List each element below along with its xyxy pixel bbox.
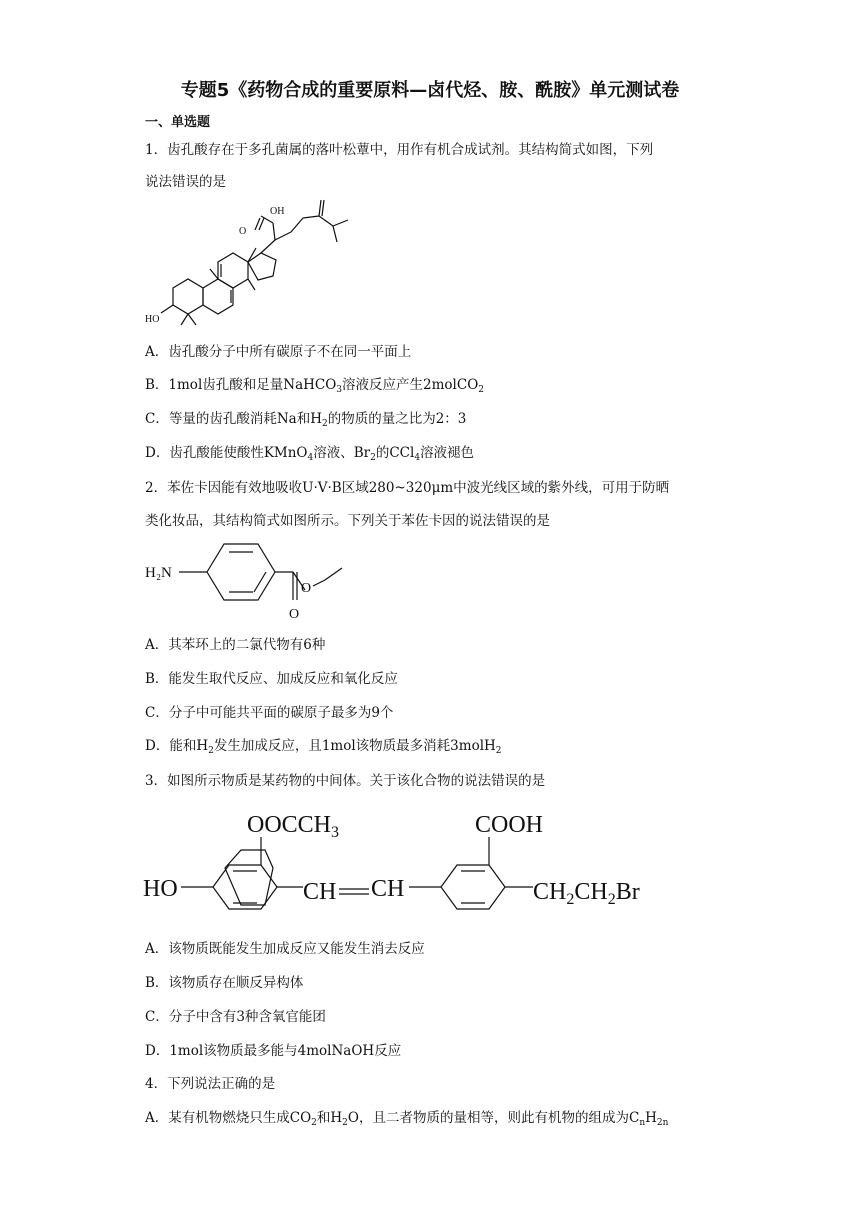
q2-option-b: B．能发生取代反应、加成反应和氧化反应 <box>145 671 398 687</box>
q3-cooh-label: COOH <box>475 812 544 838</box>
q1-ho-label: HO <box>145 314 160 325</box>
q2-stem-line2: 类化妆品，其结构简式如图所示。下列关于苯佐卡因的说法错误的是 <box>145 513 550 529</box>
q1-o-label: O <box>239 226 247 237</box>
q2-stem-line1: 2．苯佐卡因能有效地吸收U·V·B区域280~320μm中波光线区域的紫外线，可用于防晒 <box>145 480 670 496</box>
q4-option-a: A．某有机物燃烧只生成$CO_2$和$H_2O$，且二者物质的量相等，则此有机物的组成为$C_nH_{2n}$ <box>145 1110 669 1128</box>
q1-structure-figure <box>143 198 383 328</box>
q1-option-d: D．齿孔酸能使酸性KMnO$_4$溶液、$Br_2$的CCl$_4$溶液褪色 <box>145 445 475 463</box>
q3-structure-figure <box>143 805 663 925</box>
q3-ho-label: HO <box>143 876 178 902</box>
q2-ester-o-label: O <box>301 581 312 596</box>
q2-option-c: C．分子中可能共平面的碳原子最多为9个 <box>145 705 394 721</box>
page-title: 专题5《药物合成的重要原料—卤代烃、胺、酰胺》单元测试卷 <box>180 80 680 101</box>
q3-ch2ch2br-label: $CH_2CH_2Br$ <box>533 879 640 908</box>
q2-h2n-label: H₂N <box>145 565 172 581</box>
q3-option-a: A．该物质既能发生加成反应又能发生消去反应 <box>145 941 425 957</box>
q1-oh-label: OH <box>270 206 285 217</box>
q1-option-b: B．1mol齿孔酸和足量NaHCO$_3$溶液反应产生2molCO$_2$ <box>145 377 484 395</box>
q1-stem-line1: 1．齿孔酸存在于多孔菌属的落叶松蕈中，用作有机合成试剂。其结构简式如图，下列 <box>145 142 654 158</box>
q3-option-b: B．该物质存在顺反异构体 <box>145 975 304 991</box>
q2-carbonyl-o-label: O <box>289 607 300 622</box>
q3-ch-right-label: CH <box>371 876 405 902</box>
q1-option-c: C．等量的齿孔酸消耗Na和$H_2$的物质的量之比为2：3 <box>145 411 467 429</box>
q2-option-a: A．其苯环上的二氯代物有6种 <box>145 637 326 653</box>
q3-ooch3-label: $OOCCH_3$ <box>247 812 340 841</box>
q2-option-d: D．能和$H_2$发生加成反应，且1mol该物质最多消耗3molH$_2$ <box>145 738 502 756</box>
q4-stem: 4．下列说法正确的是 <box>145 1076 276 1092</box>
q3-stem: 3．如图所示物质是某药物的中间体。关于该化合物的说法错误的是 <box>145 773 546 789</box>
q1-option-a: A．齿孔酸分子中所有碳原子不在同一平面上 <box>145 344 412 360</box>
q3-option-d: D．1mol该物质最多能与4molNaOH反应 <box>145 1043 402 1059</box>
q2-structure-figure <box>145 540 365 628</box>
q3-ch-left-label: CH <box>303 879 337 905</box>
q1-stem-line2: 说法错误的是 <box>145 174 226 190</box>
section-heading: 一、单选题 <box>145 115 211 130</box>
q3-option-c: C．分子中含有3种含氧官能团 <box>145 1009 326 1025</box>
